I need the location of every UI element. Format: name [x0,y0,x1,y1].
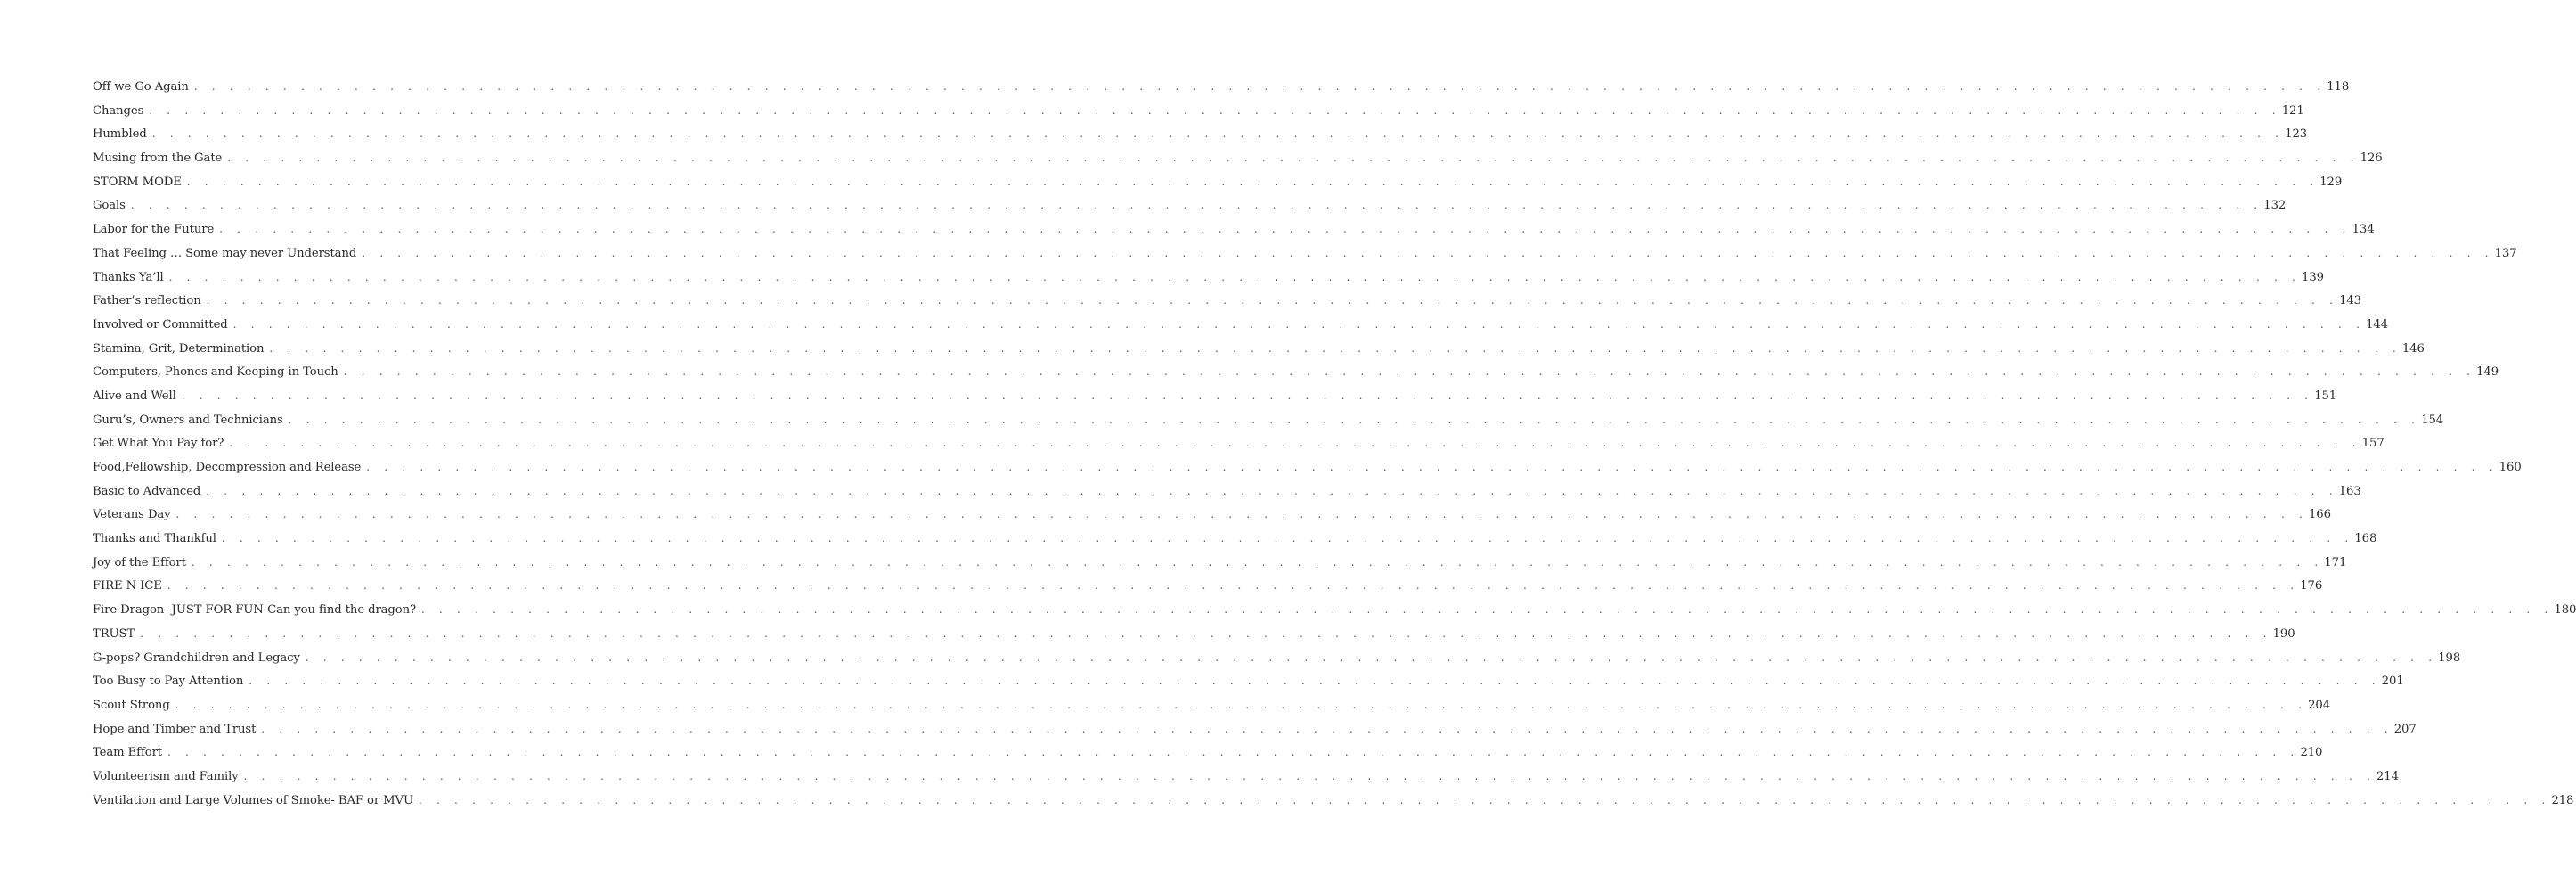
dot-leader: . . . . . . . . . . . . . . . . . . . . . . . . . . . . . . . . . . . . . . . . . . . . . . . . . . . . . . . . . . . . . . . . . . . . . . . . . . . . . . . . . . . . . . . . . . . . . . . . . . . . . . . . . . . . . . . . . . . . . . . . [206,294,2339,307]
toc-entry-title: Hope and Timber and Trust [93,722,257,736]
toc-entry[interactable] [93,551,2347,575]
toc-entry[interactable] [93,622,2295,646]
toc-entry-page-number: 132 [2263,199,2287,213]
dot-leader: . . . . . . . . . . . . . . . . . . . . . . . . . . . . . . . . . . . . . . . . . . . . . . . . . . . . . . . . . . . . . . . . . . . . . . . . . . . . . . . . . . . . . . . . . . . . . . . . . . . . . . . . . . . . . . . . . . . . . . . . [149,103,2281,117]
toc-entry-page-number: 171 [2324,555,2347,569]
dot-leader: . . . . . . . . . . . . . . . . . . . . . . . . . . . . . . . . . . . . . . . . . . . . . . . . . . . . . . . . . . . . . . . . . . . . . . . . . . . . . . . . . . . . . . . . . . . . . . . . . . . . . . . . . . . . . . . . . . . . . . . . [243,769,2376,782]
toc-entry[interactable] [93,313,2388,337]
toc-entry-title: That Feeling … Some may never Understand [93,246,357,260]
toc-entry-page-number: 190 [2272,626,2295,641]
dot-leader: . . . . . . . . . . . . . . . . . . . . . . . . . . . . . . . . . . . . . . . . . . . . . . . . . . . . . . . . . . . . . . . . . . . . . . . . . . . . . . . . . . . . . . . . . . . . . . . . . . . . . . . . . . . . . . . . . . . . . . . . [151,127,2285,141]
dot-leader: . . . . . . . . . . . . . . . . . . . . . . . . . . . . . . . . . . . . . . . . . . . . . . . . . . . . . . . . . . . . . . . . . . . . . . . . . . . . . . . . . . . . . . . . . . . . . . . . . . . . . . . . . . . . . . . . . . . . . . . . [167,579,2300,593]
dot-leader: . . . . . . . . . . . . . . . . . . . . . . . . . . . . . . . . . . . . . . . . . . . . . . . . . . . . . . . . . . . . . . . . . . . . . . . . . . . . . . . . . . . . . . . . . . . . . . . . . . . . . . . . . . . . . . . . . . . . . . . . [175,508,2308,521]
toc-entry-page-number: 210 [2300,746,2323,760]
dot-leader: . . . . . . . . . . . . . . . . . . . . . . . . . . . . . . . . . . . . . . . . . . . . . . . . . . . . . . . . . . . . . . . . . . . . . . . . . . . . . . . . . . . . . . . . . . . . . . . . . . . . . . . . . . . . . . . . . . . . . . . . [305,651,2438,664]
toc-entry[interactable] [93,455,2522,479]
toc-entry[interactable] [93,669,2404,693]
toc-entry-title: TRUST [93,626,135,641]
dot-leader: . . . . . . . . . . . . . . . . . . . . . . . . . . . . . . . . . . . . . . . . . . . . . . . . . . . . . . . . . . . . . . . . . . . . . . . . . . . . . . . . . . . . . . . . . . . . . . . . . . . . . . . . . . . . . . . . . . . . . . . . [269,341,2401,355]
toc-entry-page-number: 180 [2554,603,2576,618]
toc-entry-page-number: 151 [2314,389,2337,403]
toc-entry-title: Volunteerism and Family [93,769,239,783]
toc-entry-title: Goals [93,199,126,213]
toc-entry[interactable] [93,693,2331,717]
toc-entry-page-number: 166 [2309,508,2331,522]
toc-entry-page-number: 118 [2327,80,2350,94]
toc-entry-page-number: 176 [2300,579,2323,593]
toc-entry-page-number: 149 [2476,365,2499,380]
toc-entry[interactable] [93,527,2377,551]
dot-leader: . . . . . . . . . . . . . . . . . . . . . . . . . . . . . . . . . . . . . . . . . . . . . . . . . . . . . . . . . . . . . . . . . . . . . . . . . . . . . . . . . . . . . . . . . . . . . . . . . . . . . . . . . . . . . . . . . . . . . . . . [219,223,2352,236]
toc-entry-page-number: 144 [2366,317,2388,332]
toc-entry-page-number: 157 [2361,437,2384,451]
dot-leader: . . . . . . . . . . . . . . . . . . . . . . . . . . . . . . . . . . . . . . . . . . . . . . . . . . . . . . . . . . . . . . . . . . . . . . . . . . . . . . . . . . . . . . . . . . . . . . . . . . . . . . . . . . . . . . . . . . . . . . . . [366,461,2499,473]
toc-entry-page-number: 154 [2421,413,2444,427]
dot-leader: . . . . . . . . . . . . . . . . . . . . . . . . . . . . . . . . . . . . . . . . . . . . . . . . . . . . . . . . . . . . . . . . . . . . . . . . . . . . . . . . . . . . . . . . . . . . . . . . . . . . . . . . . . . . . . . . . . . . . . . . [186,175,2319,188]
dot-leader: . . . . . . . . . . . . . . . . . . . . . . . . . . . . . . . . . . . . . . . . . . . . . . . . . . . . . . . . . . . . . . . . . . . . . . . . . . . . . . . . . . . . . . . . . . . . . . . . . . . . . . . . . . . . . . . . . . . . . . . . [261,722,2393,735]
toc-entry-title: Thanks Ya’ll [93,270,164,284]
toc-entry-title: Computers, Phones and Keeping in Touch [93,365,338,380]
toc-entry[interactable] [93,431,2384,455]
dot-leader: . . . . . . . . . . . . . . . . . . . . . . . . . . . . . . . . . . . . . . . . . . . . . . . . . . . . . . . . . . . . . . . . . . . . . . . . . . . . . . . . . . . . . . . . . . . . . . . . . . . . . . . . . . . . . . . . . . . . . . . . [193,80,2327,93]
dot-leader: . . . . . . . . . . . . . . . . . . . . . . . . . . . . . . . . . . . . . . . . . . . . . . . . . . . . . . . . . . . . . . . . . . . . . . . . . . . . . . . . . . . . . . . . . . . . . . . . . . . . . . . . . . . . . . . . . . . . . . . . [191,555,2324,569]
toc-entry[interactable] [93,646,2461,670]
toc-entry[interactable] [93,503,2331,527]
toc-entry-page-number: 129 [2319,175,2343,189]
toc-entry[interactable] [93,598,2576,622]
dot-leader: . . . . . . . . . . . . . . . . . . . . . . . . . . . . . . . . . . . . . . . . . . . . . . . . . . . . . . . . . . . . . . . . . . . . . . . . . . . . . . . . . . . . . . . . . . . . . . . . . . . . . . . . . . . . . . . . . . . . . . . . [249,675,2381,688]
toc-entry[interactable] [93,241,2517,266]
toc-entry-page-number: 168 [2354,532,2377,546]
toc-entry[interactable] [93,360,2499,384]
toc-entry-title: STORM MODE [93,175,182,189]
dot-leader: . . . . . . . . . . . . . . . . . . . . . . . . . . . . . . . . . . . . . . . . . . . . . . . . . . . . . . . . . . . . . . . . . . . . . . . . . . . . . . . . . . . . . . . . . . . . . . . . . . . . . . . . . . . . . . . . . . . . . . . . [140,626,2272,640]
toc-entry-title: G-pops? Grandchildren and Legacy [93,651,300,665]
toc-entry-title: Veterans Day [93,508,171,522]
dot-leader: . . . . . . . . . . . . . . . . . . . . . . . . . . . . . . . . . . . . . . . . . . . . . . . . . . . . . . . . . . . . . . . . . . . . . . . . . . . . . . . . . . . . . . . . . . . . . . . . . . . . . . . . . . . . . . . . . . . . . . . . [343,365,2476,379]
toc-entry[interactable] [93,574,2323,598]
toc-entry-page-number: 163 [2338,484,2361,498]
toc-entry[interactable] [93,789,2574,813]
toc-entry-page-number: 160 [2499,461,2522,474]
toc-entry-title: Humbled [93,127,147,142]
dot-leader: . . . . . . . . . . . . . . . . . . . . . . . . . . . . . . . . . . . . . . . . . . . . . . . . . . . . . . . . . . . . . . . . . . . . . . . . . . . . . . . . . . . . . . . . . . . . . . . . . . . . . . . . . . . . . . . . . . . . . . . . [130,199,2263,212]
dot-leader: . . . . . . . . . . . . . . . . . . . . . . . . . . . . . . . . . . . . . . . . . . . . . . . . . . . . . . . . . . . . . . . . . . . . . . . . . . . . . . . . . . . . . . . . . . . . . . . . . . . . . . . . . . . . . . . . . . . . . . . . [167,746,2300,759]
toc-entry-page-number: 204 [2308,698,2331,712]
toc-entry-page-number: 214 [2376,769,2399,783]
toc-entry[interactable] [93,146,2383,170]
toc-entry[interactable] [93,217,2375,241]
toc-entry[interactable] [93,193,2287,217]
toc-entry-page-number: 139 [2302,270,2324,284]
toc-entry-title: Musing from the Gate [93,151,223,166]
toc-entry-title: Food,Fellowship, Decompression and Release [93,461,362,474]
toc-entry[interactable] [93,765,2399,789]
toc-entry-title: Thanks and Thankful [93,532,216,546]
toc-entry[interactable] [93,266,2324,290]
dot-leader: . . . . . . . . . . . . . . . . . . . . . . . . . . . . . . . . . . . . . . . . . . . . . . . . . . . . . . . . . . . . . . . . . . . . . . . . . . . . . . . . . . . . . . . . . . . . . . . . . . . . . . . . . . . . . . . . . . . . . . . . [181,389,2314,402]
dot-leader: . . . . . . . . . . . . . . . . . . . . . . . . . . . . . . . . . . . . . . . . . . . . . . . . . . . . . . . . . . . . . . . . . . . . . . . . . . . . . . . . . . . . . . . . . . . . . . . . . . . . . . . . . . . . . . . . . . . . . . . . [362,246,2494,259]
dot-leader: . . . . . . . . . . . . . . . . . . . . . . . . . . . . . . . . . . . . . . . . . . . . . . . . . . . . . . . . . . . . . . . . . . . . . . . . . . . . . . . . . . . . . . . . . . . . . . . . . . . . . . . . . . . . . . . . . . . . . . . . [227,151,2360,165]
toc-entry-title: Get What You Pay for? [93,437,224,451]
toc-entry-title: Labor for the Future [93,223,215,237]
toc-entry[interactable] [93,170,2343,194]
toc-entry-page-number: 143 [2339,294,2361,308]
toc-entry-title: Too Busy to Pay Attention [93,675,244,689]
toc-entry[interactable] [93,479,2361,503]
dot-leader: . . . . . . . . . . . . . . . . . . . . . . . . . . . . . . . . . . . . . . . . . . . . . . . . . . . . . . . . . . . . . . . . . . . . . . . . . . . . . . . . . . . . . . . . . . . . . . . . . . . . . . . . . . . . . . . . . . . . . . . . [206,484,2338,497]
toc-entry[interactable] [93,741,2323,765]
toc-entry-page-number: 137 [2494,246,2517,260]
toc-entry-page-number: 198 [2438,651,2461,665]
toc-entry-page-number: 146 [2401,341,2425,356]
dot-leader: . . . . . . . . . . . . . . . . . . . . . . . . . . . . . . . . . . . . . . . . . . . . . . . . . . . . . . . . . . . . . . . . . . . . . . . . . . . . . . . . . . . . . . . . . . . . . . . . . . . . . . . . . . . . . . . . . . . . . . . . [229,437,2361,450]
toc-entry[interactable] [93,717,2417,741]
toc-entry[interactable] [93,408,2444,432]
table-of-contents [93,75,2576,812]
toc-entry[interactable] [93,75,2350,99]
dot-leader: . . . . . . . . . . . . . . . . . . . . . . . . . . . . . . . . . . . . . . . . . . . . . . . . . . . . . . . . . . . . . . . . . . . . . . . . . . . . . . . . . . . . . . . . . . . . . . . . . . . . . . . . . . . . . . . . . . . . . . . . [175,698,2308,711]
toc-entry-page-number: 126 [2360,151,2383,166]
toc-entry-title: Stamina, Grit, Determination [93,341,265,356]
toc-entry[interactable] [93,122,2308,146]
toc-entry-title: Ventilation and Large Volumes of Smoke- BAF or MVU [93,793,413,807]
toc-entry[interactable] [93,99,2304,123]
toc-entry[interactable] [93,384,2337,408]
toc-entry-page-number: 218 [2551,793,2574,807]
dot-leader: . . . . . . . . . . . . . . . . . . . . . . . . . . . . . . . . . . . . . . . . . . . . . . . . . . . . . . . . . . . . . . . . . . . . . . . . . . . . . . . . . . . . . . . . . . . . . . . . . . . . . . . . . . . . . . . . . . . . . . . . [419,793,2551,806]
dot-leader: . . . . . . . . . . . . . . . . . . . . . . . . . . . . . . . . . . . . . . . . . . . . . . . . . . . . . . . . . . . . . . . . . . . . . . . . . . . . . . . . . . . . . . . . . . . . . . . . . . . . . . . . . . . . . . . . . . . . . . . . [232,317,2366,331]
toc-entry-title: Scout Strong [93,698,170,712]
toc-entry-title: Changes [93,103,144,118]
toc-entry-page-number: 134 [2352,223,2375,237]
dot-leader: . . . . . . . . . . . . . . . . . . . . . . . . . . . . . . . . . . . . . . . . . . . . . . . . . . . . . . . . . . . . . . . . . . . . . . . . . . . . . . . . . . . . . . . . . . . . . . . . . . . . . . . . . . . . . . . . . . . . . . . . [420,603,2554,617]
toc-entry-page-number: 207 [2393,722,2417,736]
toc-entry-title: Father’s reflection [93,294,201,308]
toc-entry-title: Involved or Committed [93,317,228,332]
toc-entry-title: Guru’s, Owners and Technicians [93,413,283,427]
toc-entry-page-number: 201 [2381,675,2404,689]
toc-entry-title: Off we Go Again [93,80,189,94]
dot-leader: . . . . . . . . . . . . . . . . . . . . . . . . . . . . . . . . . . . . . . . . . . . . . . . . . . . . . . . . . . . . . . . . . . . . . . . . . . . . . . . . . . . . . . . . . . . . . . . . . . . . . . . . . . . . . . . . . . . . . . . . [288,413,2421,426]
toc-entry-page-number: 123 [2285,127,2308,142]
toc-entry-page-number: 121 [2281,103,2304,118]
dot-leader: . . . . . . . . . . . . . . . . . . . . . . . . . . . . . . . . . . . . . . . . . . . . . . . . . . . . . . . . . . . . . . . . . . . . . . . . . . . . . . . . . . . . . . . . . . . . . . . . . . . . . . . . . . . . . . . . . . . . . . . . [221,532,2354,545]
toc-entry-title: FIRE N ICE [93,579,162,593]
dot-leader: . . . . . . . . . . . . . . . . . . . . . . . . . . . . . . . . . . . . . . . . . . . . . . . . . . . . . . . . . . . . . . . . . . . . . . . . . . . . . . . . . . . . . . . . . . . . . . . . . . . . . . . . . . . . . . . . . . . . . . . . [168,270,2302,283]
toc-entry-title: Joy of the Effort [93,555,186,569]
toc-entry-title: Fire Dragon- JUST FOR FUN-Can you find the dragon? [93,603,416,618]
toc-entry-title: Team Effort [93,746,162,760]
toc-entry-title: Alive and Well [93,389,176,403]
toc-entry[interactable] [93,289,2361,313]
toc-entry-title: Basic to Advanced [93,484,201,498]
toc-entry[interactable] [93,337,2425,361]
